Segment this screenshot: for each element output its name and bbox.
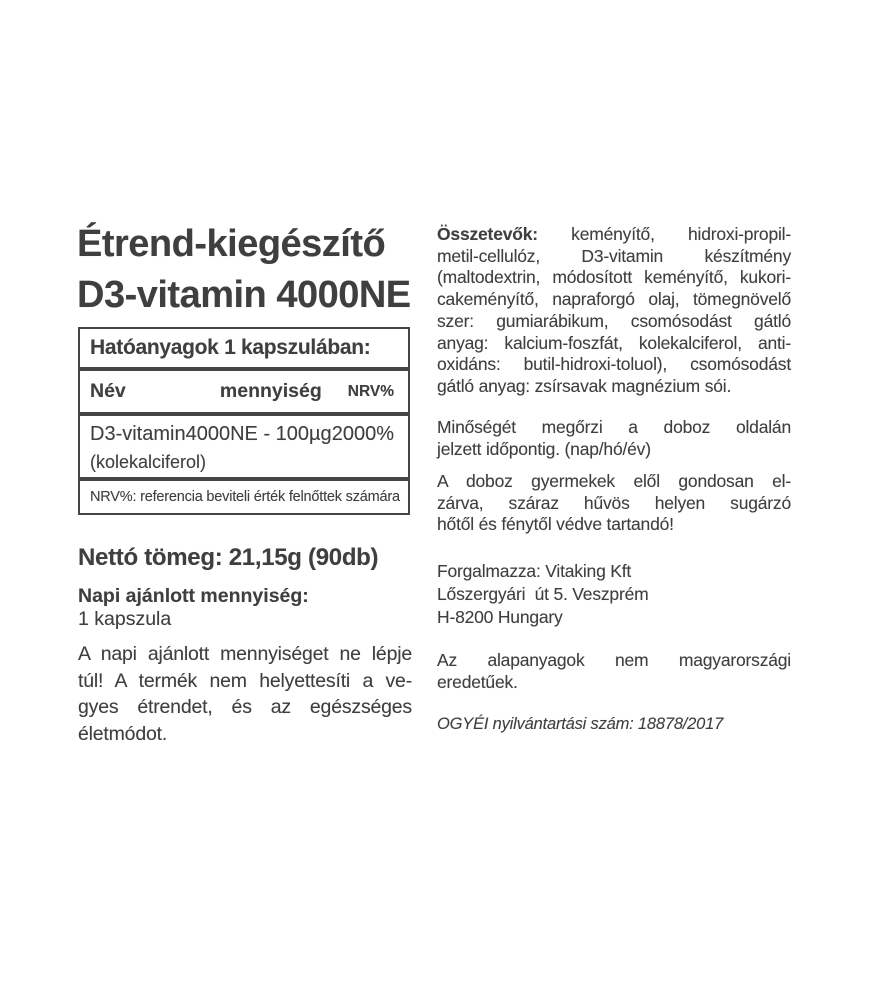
text-line: gyes étrendet, és az egészséges — [78, 696, 412, 719]
text-line: anyag: kalcium-foszfát, kolekalciferol, anti- — [437, 332, 791, 353]
text-line: Minőségét megőrzi a doboz oldalán — [437, 417, 791, 437]
product-title-line: Étrend-kiegészítő — [77, 223, 386, 265]
ingredient-name-sub: (kolekalciferol) — [90, 452, 207, 472]
distributor-info — [437, 560, 791, 629]
text-line: gátló anyag: zsírsavak magnézium sói. — [437, 375, 732, 396]
product-title-line: D3-vitamin 4000NE — [77, 274, 411, 316]
table-title: Hatóanyagok 1 kapszulában: — [90, 336, 371, 359]
column-quantity: mennyiség — [219, 380, 322, 402]
ingredient-quantity: 4000NE - 100µg — [185, 423, 332, 445]
text-line: oxidáns: butil-hidroxi-toluol), csomósodást — [437, 354, 791, 375]
ingredient-nrv: 2000% — [331, 423, 394, 445]
text-line: A napi ajánlott mennyiséget ne lépje — [78, 643, 412, 665]
ingredient-name: D3-vitamin — [90, 423, 186, 445]
ingredients-first-rest: keményítő, hidroxi-propil- — [571, 224, 791, 244]
column-nrv: NRV% — [347, 382, 394, 400]
ingredient-row — [80, 416, 408, 477]
ingredient-row-main — [90, 419, 394, 450]
registration-number: OGYÉI nyilvántartási szám: 18878/2017 — [437, 715, 724, 733]
text-line: H-8200 Hungary — [437, 607, 563, 627]
ingredients-lines — [437, 246, 791, 398]
daily-dose-value: 1 kapszula — [78, 608, 172, 630]
ingredients-label: Összetevők: — [437, 224, 538, 244]
text-line: cakeményítő, napraforgó olaj, tömegnövelő — [437, 289, 791, 310]
table-columns-row — [80, 371, 408, 412]
text-line: A doboz gyermekek elől gondosan el- — [437, 471, 791, 491]
storage-notice — [437, 471, 791, 536]
daily-dose-heading: Napi ajánlott mennyiség: — [78, 585, 309, 607]
text-line: életmódot. — [78, 723, 168, 746]
usage-warning — [78, 641, 412, 748]
column-name: Név — [90, 380, 126, 402]
net-weight: Nettó tömeg: 21,15g (90db) — [78, 544, 379, 571]
nrv-footnote: NRV%: referencia beviteli érték felnőttek számára — [90, 489, 400, 505]
text-line: (maltodextrin, módosított keményítő, kukori- — [437, 267, 791, 288]
text-line: jelzett időpontig. (nap/hó/év) — [437, 438, 651, 459]
text-line: szer: gumiarábikum, csomósodást gátló — [437, 310, 791, 331]
text-line: metil-cellulóz, D3-vitamin készítmény — [437, 245, 791, 266]
text-line: túl! A termék nem helyettesíti a ve- — [78, 669, 412, 692]
active-ingredients-table — [78, 327, 410, 515]
text-line: Forgalmazza: Vitaking Kft — [437, 561, 632, 581]
text-line: eredetűek. — [437, 671, 518, 692]
text-line: zárva, száraz hűvös helyen sugárzó — [437, 492, 791, 513]
text-line: Lőszergyári út 5. Veszprém — [437, 584, 649, 604]
ingredients-paragraph — [437, 224, 791, 398]
quality-notice — [437, 417, 791, 460]
text-line: hőtől és fénytől védve tartandó! — [437, 514, 674, 535]
origin-notice — [437, 650, 791, 693]
text-line: Az alapanyagok nem magyarországi — [437, 650, 791, 670]
product-title — [77, 219, 422, 321]
ingredients-first-line — [437, 224, 791, 246]
